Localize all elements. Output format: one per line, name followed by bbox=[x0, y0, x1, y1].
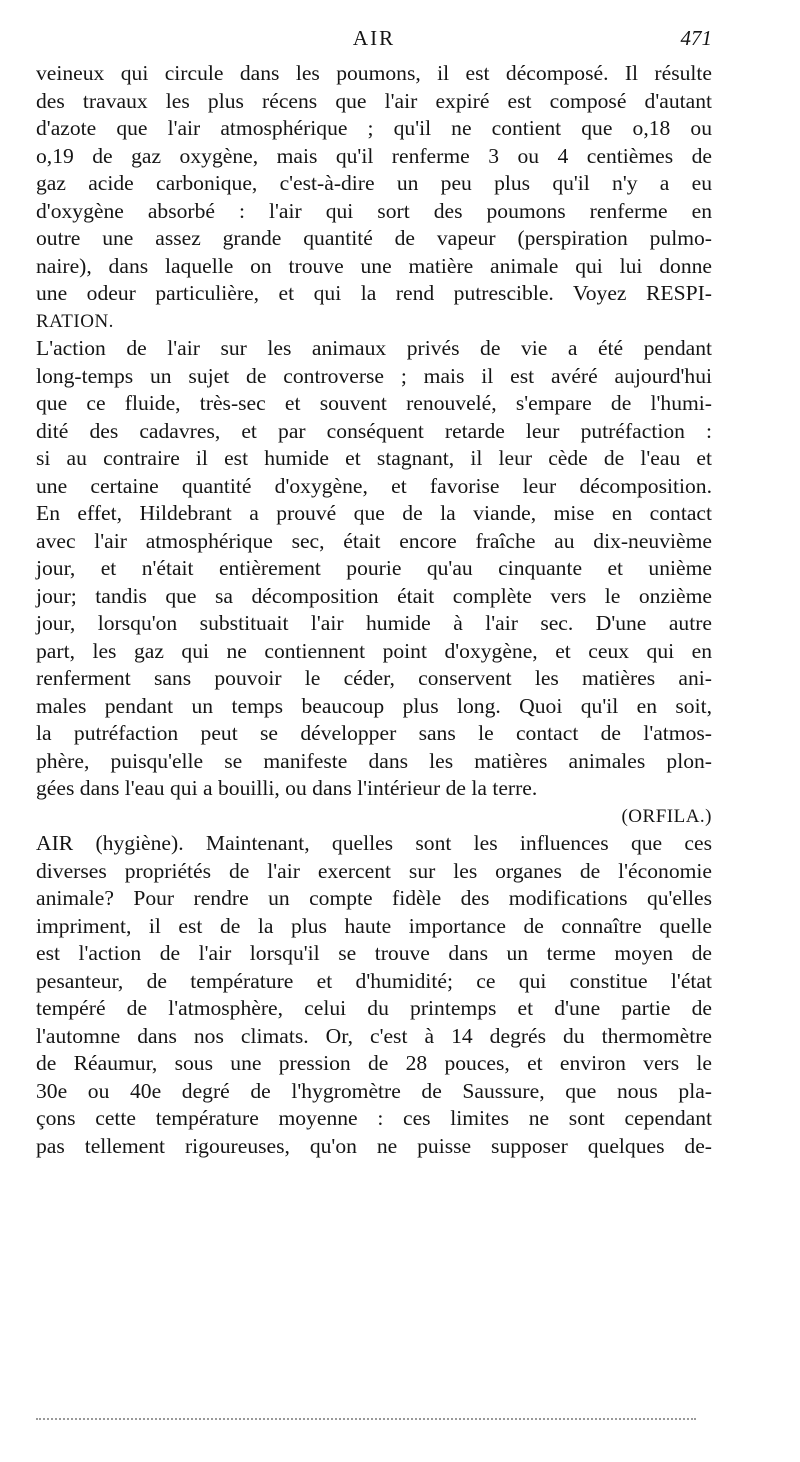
text-line: animale? Pour rendre un compte fidèle des modifications qu'elles bbox=[36, 886, 712, 910]
text-line: 30e ou 40e degré de l'hygromètre de Saussure, que nous pla- bbox=[36, 1078, 712, 1103]
text-line: la putréfaction peut se développer sans le contact de l'atmos- bbox=[36, 721, 712, 745]
bottom-dotted-rule bbox=[36, 1418, 696, 1424]
text-line: gaz acide carbonique, c'est-à-dire un peu plus qu'il n'y a eu bbox=[36, 171, 712, 195]
text-line: o,19 de gaz oxygène, mais qu'il renferme 3 ou 4 centièmes de bbox=[36, 143, 712, 168]
text-line: une odeur particulière, et qui la rend putrescible. Voyez RESPI- bbox=[36, 281, 712, 305]
running-header bbox=[36, 26, 712, 56]
text-line: que ce fluide, très-sec et souvent renouvelé, s'empare de l'humi- bbox=[36, 391, 712, 415]
text-line: çons cette température moyenne : ces limites ne sont cependant bbox=[36, 1106, 712, 1130]
text-line: pas tellement rigoureuses, qu'on ne puisse supposer quelques de- bbox=[36, 1133, 712, 1158]
text-line: dité des cadavres, et par conséquent retarde leur putréfaction : bbox=[36, 418, 712, 443]
text-line: gées dans l'eau qui a bouilli, ou dans l'intérieur de la terre. bbox=[36, 776, 538, 800]
paragraph-start-line: L'action de l'air sur les animaux privés de vie a été pendant bbox=[36, 336, 712, 360]
text-line: jour; tandis que sa décomposition était complète vers le onzième bbox=[36, 583, 712, 608]
text-line: impriment, il est de la plus haute importance de connaître quelle bbox=[36, 913, 712, 938]
text-line: jour, et n'était entièrement pourie qu'au cinquante et unième bbox=[36, 556, 712, 580]
text-line: phère, puisqu'elle se manifeste dans les matières animales plon- bbox=[36, 748, 712, 773]
text-line: pesanteur, de température et d'humidité; ce qui constitue l'état bbox=[36, 968, 712, 993]
text-line: des travaux les plus récens que l'air expiré est composé d'autant bbox=[36, 88, 712, 113]
page-number: 471 bbox=[680, 26, 712, 50]
running-title: AIR bbox=[352, 26, 396, 50]
body-text bbox=[36, 60, 712, 1160]
text-line: d'oxygène absorbé : l'air qui sort des poumons renferme en bbox=[36, 198, 712, 223]
text-line: de Réaumur, sous une pression de 28 pouces, et environ vers le bbox=[36, 1051, 712, 1075]
text-line: renferment sans pouvoir le céder, conservent les matières ani- bbox=[36, 666, 712, 690]
text-line: naire), dans laquelle on trouve une matière animale qui lui donne bbox=[36, 253, 712, 278]
text-line: veineux qui circule dans les poumons, il est décomposé. Il résulte bbox=[36, 61, 712, 85]
text-line: une certaine quantité d'oxygène, et favorise leur décomposition. bbox=[36, 473, 712, 498]
author-attribution: (ORFILA.) bbox=[621, 805, 712, 827]
text-line: long-temps un sujet de controverse ; mais il est avéré aujourd'hui bbox=[36, 363, 712, 388]
text-line: diverses propriétés de l'air exercent sur les organes de l'économie bbox=[36, 858, 712, 883]
text-line: l'automne dans nos climats. Or, c'est à 14 degrés du thermomètre bbox=[36, 1023, 712, 1048]
entry-heading-line: AIR (hygiène). Maintenant, quelles sont les influences que ces bbox=[36, 831, 712, 855]
text-line: est l'action de l'air lorsqu'il se trouve dans un terme moyen de bbox=[36, 941, 712, 965]
text-line: d'azote que l'air atmosphérique ; qu'il ne contient que o,18 ou bbox=[36, 116, 712, 140]
text-line: males pendant un temps beaucoup plus long. Quoi qu'il en soit, bbox=[36, 693, 712, 718]
text-line: si au contraire il est humide et stagnant, il leur cède de l'eau et bbox=[36, 446, 712, 470]
text-line: tempéré de l'atmosphère, celui du printemps et d'une partie de bbox=[36, 996, 712, 1020]
text-line: avec l'air atmosphérique sec, était encore fraîche au dix-neuvième bbox=[36, 528, 712, 553]
text-line: RATION. bbox=[36, 310, 114, 332]
text-line: En effet, Hildebrant a prouvé que de la viande, mise en contact bbox=[36, 501, 712, 525]
text-line: part, les gaz qui ne contiennent point d'oxygène, et ceux qui en bbox=[36, 638, 712, 663]
text-line: outre une assez grande quantité de vapeur (perspiration pulmo- bbox=[36, 226, 712, 250]
text-line: jour, lorsqu'on substituait l'air humide à l'air sec. D'une autre bbox=[36, 611, 712, 635]
